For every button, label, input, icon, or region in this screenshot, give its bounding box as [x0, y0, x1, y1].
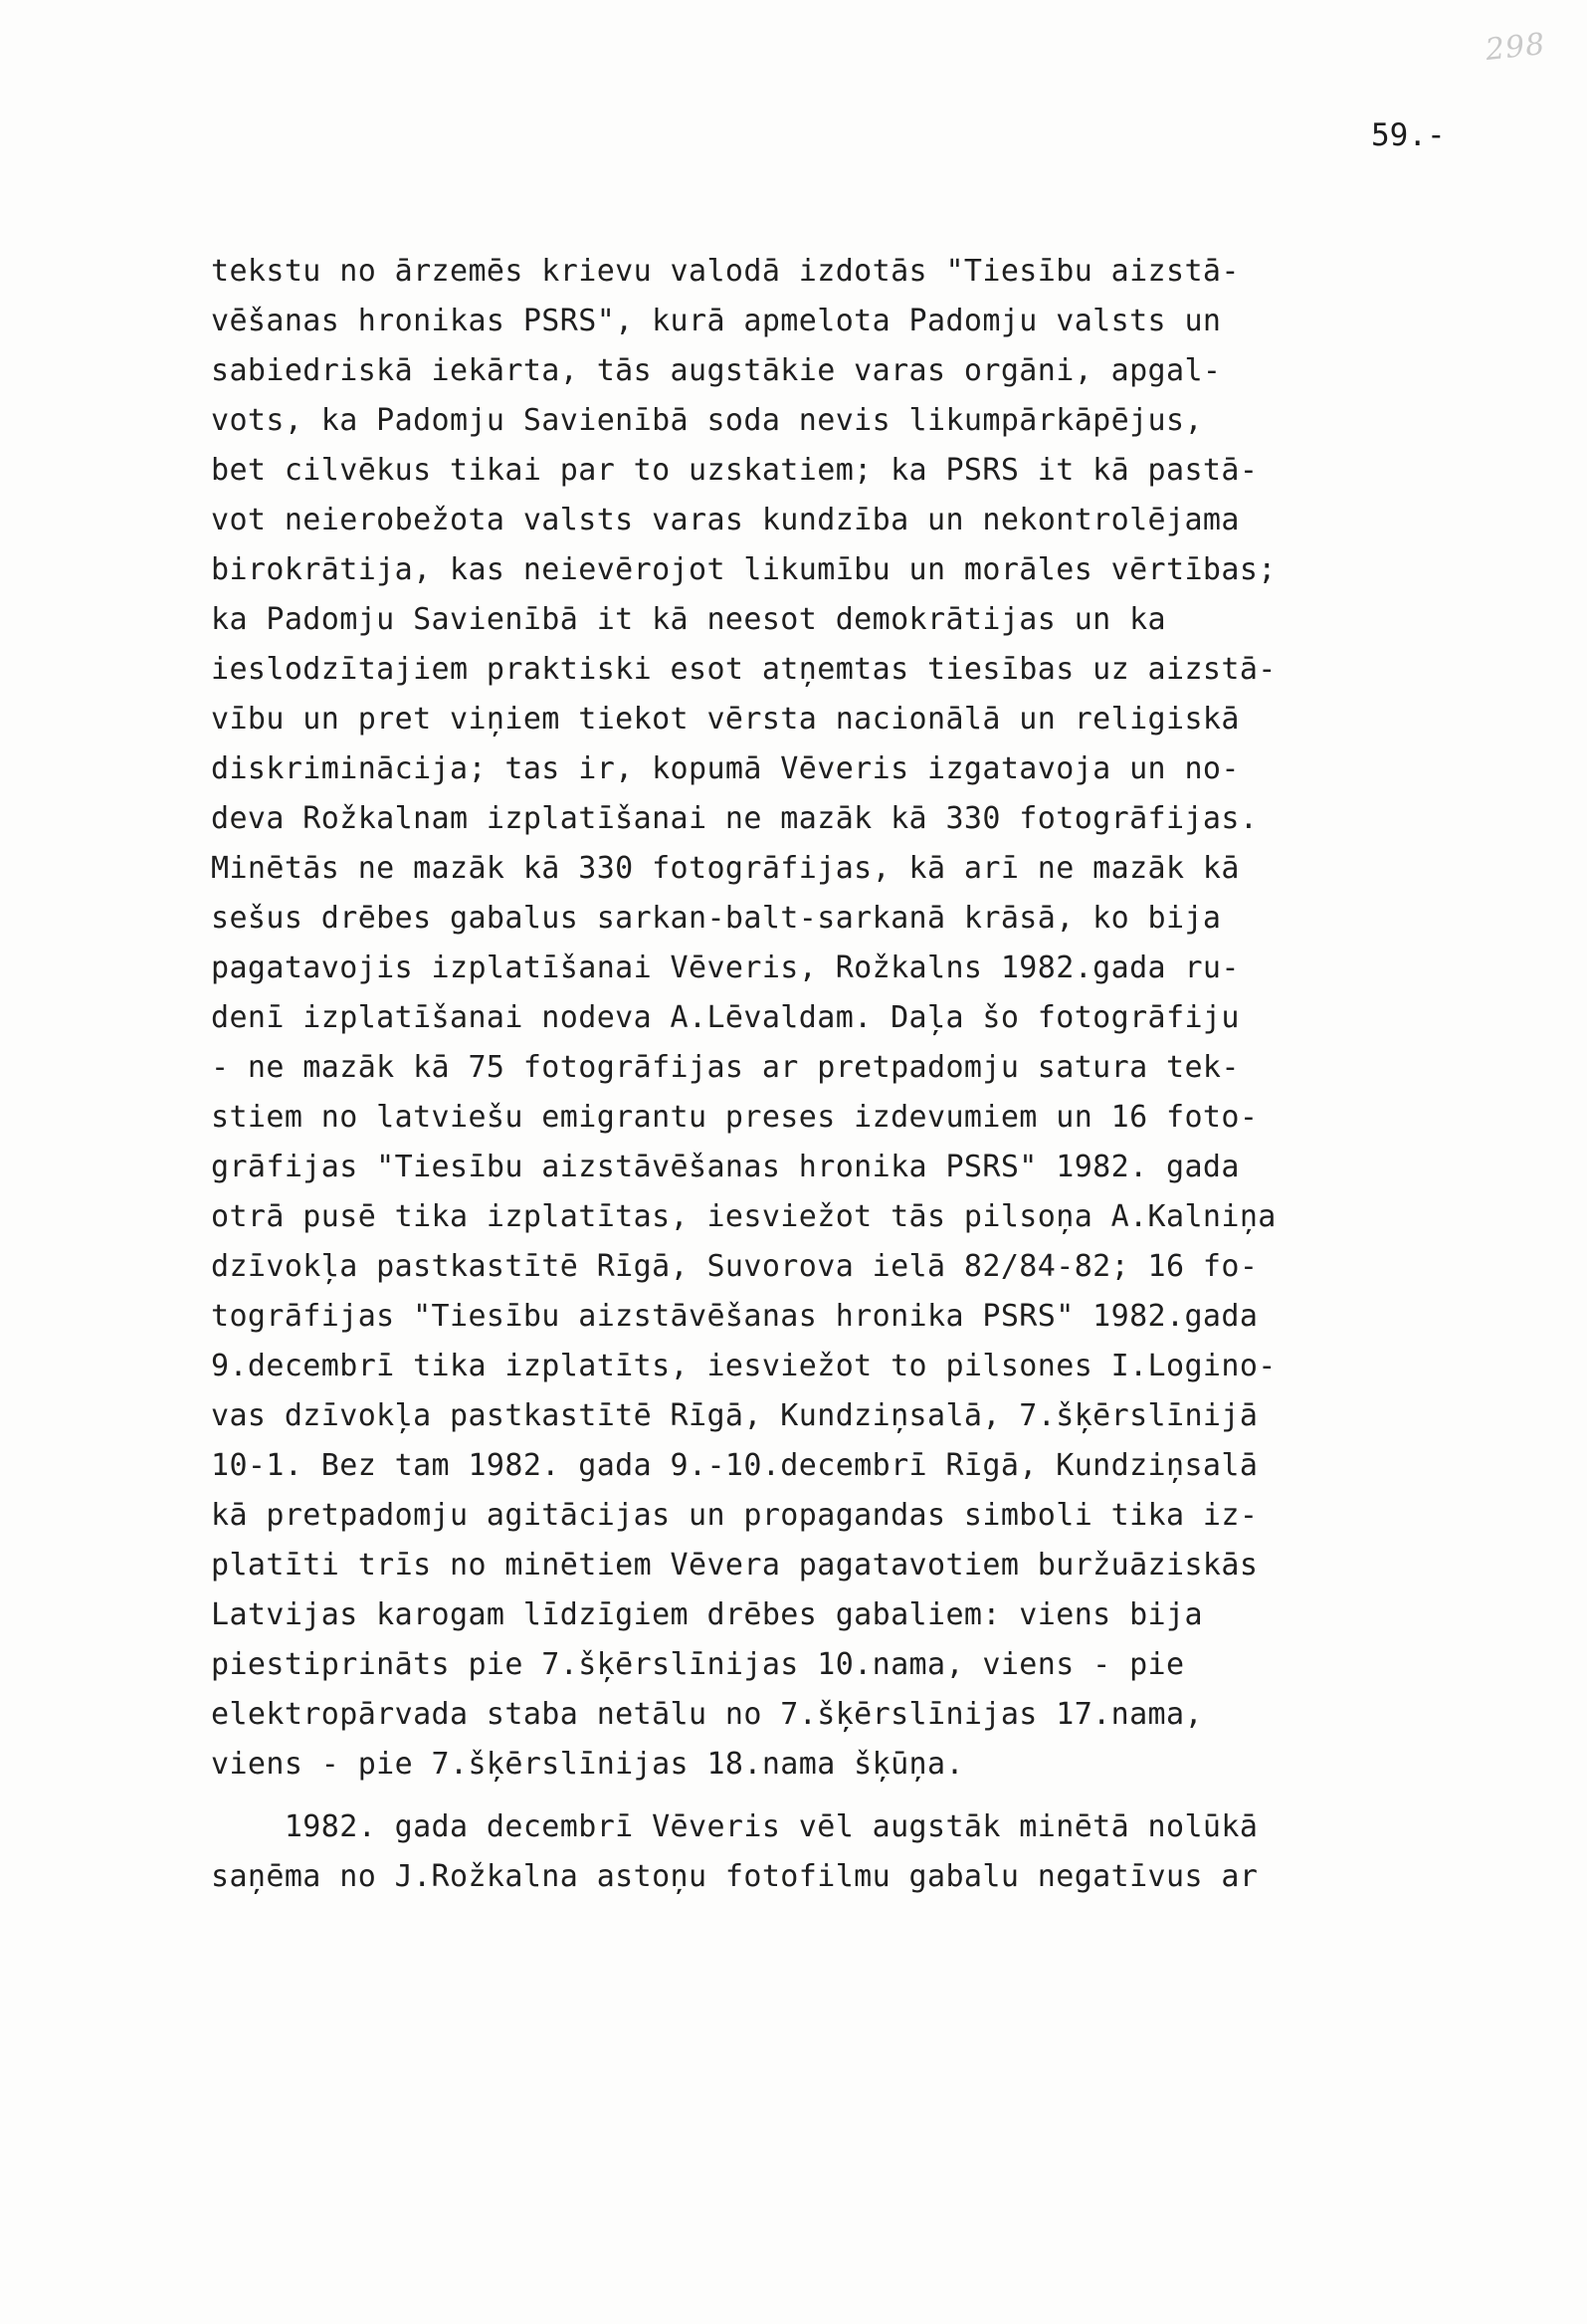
page-number: 59.-	[1371, 117, 1446, 153]
text-line: grāfijas "Tiesību aizstāvēšanas hronika PSRS" 1982. gada	[211, 1150, 1240, 1184]
text-line: 10-1. Bez tam 1982. gada 9.-10.decembrī Rīgā, Kundziņsalā	[211, 1448, 1259, 1483]
text-line: deva Rožkalnam izplatīšanai ne mazāk kā 330 fotogrāfijas.	[211, 801, 1259, 836]
text-line: Latvijas karogam līdzīgiem drēbes gabaliem: viens bija	[211, 1597, 1203, 1632]
text-line: sešus drēbes gabalus sarkan-balt-sarkanā krāsā, ko bija	[211, 901, 1222, 936]
text-line: vēšanas hronikas PSRS", kurā apmelota Padomju valsts un	[211, 304, 1222, 338]
text-line: sabiedriskā iekārta, tās augstākie varas orgāni, apgal-	[211, 353, 1222, 388]
text-line: 9.decembrī tika izplatīts, iesviežot to pilsones I.Logino-	[211, 1349, 1277, 1383]
text-line: ieslodzītajiem praktiski esot atņemtas tiesības uz aizstā-	[211, 652, 1277, 687]
archive-folio-mark: 298	[1484, 26, 1547, 69]
text-line: stiem no latviešu emigrantu preses izdevumiem un 16 foto-	[211, 1100, 1259, 1135]
text-line: togrāfijas "Tiesību aizstāvēšanas hronika PSRS" 1982.gada	[211, 1299, 1259, 1334]
text-line: bet cilvēkus tikai par to uzskatiem; ka PSRS it kā pastā-	[211, 453, 1259, 488]
text-line: saņēma no J.Rožkalna astoņu fotofilmu gabalu negatīvus ar	[211, 1859, 1259, 1894]
text-line: vību un pret viņiem tiekot vērsta nacionālā un religiskā	[211, 702, 1240, 737]
text-line: piestiprināts pie 7.šķērslīnijas 10.nama, viens - pie	[211, 1647, 1185, 1682]
text-line: denī izplatīšanai nodeva A.Lēvaldam. Daļa šo fotogrāfiju	[211, 1000, 1240, 1035]
text-line: pagatavojis izplatīšanai Vēveris, Rožkalns 1982.gada ru-	[211, 951, 1240, 985]
text-line: 1982. gada decembrī Vēveris vēl augstāk minētā nolūkā	[211, 1809, 1259, 1844]
text-line: elektropārvada staba netālu no 7.šķērslīnijas 17.nama,	[211, 1697, 1203, 1732]
text-line: viens - pie 7.šķērslīnijas 18.nama šķūņa.	[211, 1747, 964, 1782]
text-line: vas dzīvokļa pastkastītē Rīgā, Kundziņsalā, 7.šķērslīnijā	[211, 1398, 1259, 1433]
text-line: kā pretpadomju agitācijas un propagandas simboli tika iz-	[211, 1498, 1259, 1533]
text-line: Minētās ne mazāk kā 330 fotogrāfijas, kā arī ne mazāk kā	[211, 851, 1240, 886]
text-line: dzīvokļa pastkastītē Rīgā, Suvorova ielā 82/84-82; 16 fo-	[211, 1249, 1259, 1284]
text-line: tekstu no ārzemēs krievu valodā izdotās "Tiesību aizstā-	[211, 254, 1240, 289]
text-line: vots, ka Padomju Savienībā soda nevis likumpārkāpējus,	[211, 403, 1203, 438]
text-line: vot neierobežota valsts varas kundzība un nekontrolējama	[211, 503, 1240, 537]
text-line: otrā pusē tika izplatītas, iesviežot tās pilsoņa A.Kalniņa	[211, 1199, 1277, 1234]
text-line: - ne mazāk kā 75 fotogrāfijas ar pretpadomju satura tek-	[211, 1050, 1240, 1085]
text-line: birokrātija, kas neievērojot likumību un morāles vērtības;	[211, 552, 1277, 587]
text-line: platīti trīs no minētiem Vēvera pagatavotiem buržuāziskās	[211, 1548, 1259, 1583]
text-line: diskriminācija; tas ir, kopumā Vēveris izgatavoja un no-	[211, 751, 1240, 786]
text-line: ka Padomju Savienībā it kā neesot demokrātijas un ka	[211, 602, 1166, 637]
